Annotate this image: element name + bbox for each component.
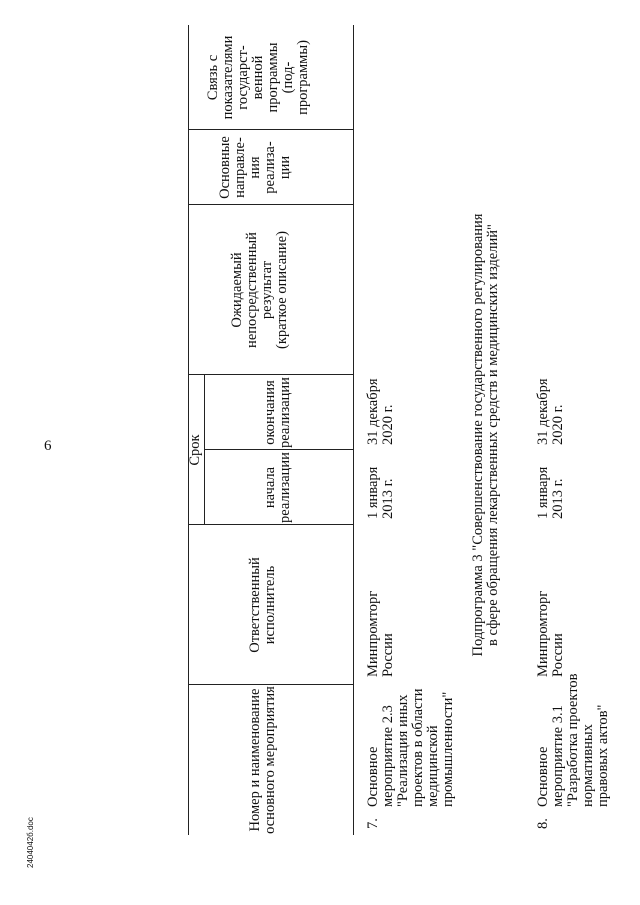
header-srok: Срок xyxy=(187,434,203,466)
row-7-end: 31 декабря 2020 г. xyxy=(365,378,396,445)
row-7-start: 1 января 2013 г. xyxy=(365,466,396,519)
header-executor: Ответственный исполнитель xyxy=(247,557,278,653)
file-footer: 2404042б.doc xyxy=(26,817,35,868)
row-8-end: 31 декабря 2020 г. xyxy=(535,378,566,445)
end-line xyxy=(472,395,473,495)
row-8-executor: Минпромторг России xyxy=(535,590,566,677)
header-bottom-border xyxy=(353,25,354,835)
header-expected-result: Ожидаемый непосредственный результат (краткое описание) xyxy=(229,231,290,349)
row-7-name: Основное мероприятие 2.3 "Реализация иных проектов в области медицинской промышленности" xyxy=(365,688,456,807)
row-7-executor: Минпромторг России xyxy=(365,590,396,677)
page-number: 6 xyxy=(44,438,52,454)
header-end: окончания реализации xyxy=(262,377,293,448)
header-main-directions: Основные направле- ния реализа- ции xyxy=(217,136,293,199)
row-8-name: Основное мероприятие 3.1 "Разработка проектов нормативных правовых актов" xyxy=(535,673,611,807)
rotated-table-page xyxy=(188,0,640,905)
header-number-name: Номер и наименование основного мероприятия xyxy=(247,686,278,834)
row-8-start: 1 января 2013 г. xyxy=(535,466,566,519)
srok-divider xyxy=(204,375,205,525)
header-start: начала реализации xyxy=(262,452,293,523)
subprogram-heading: Подпрограмма 3 "Совершенствование государственного регулирования в сфере обращения лекарственных средств и медицинских изделий" xyxy=(470,213,501,657)
end-rule xyxy=(470,395,471,495)
row-7-number: 7. xyxy=(365,818,381,829)
row-8-number: 8. xyxy=(535,818,551,829)
header-program-link: Связь с показателями государст- венной программы (под- программы) xyxy=(205,35,311,120)
